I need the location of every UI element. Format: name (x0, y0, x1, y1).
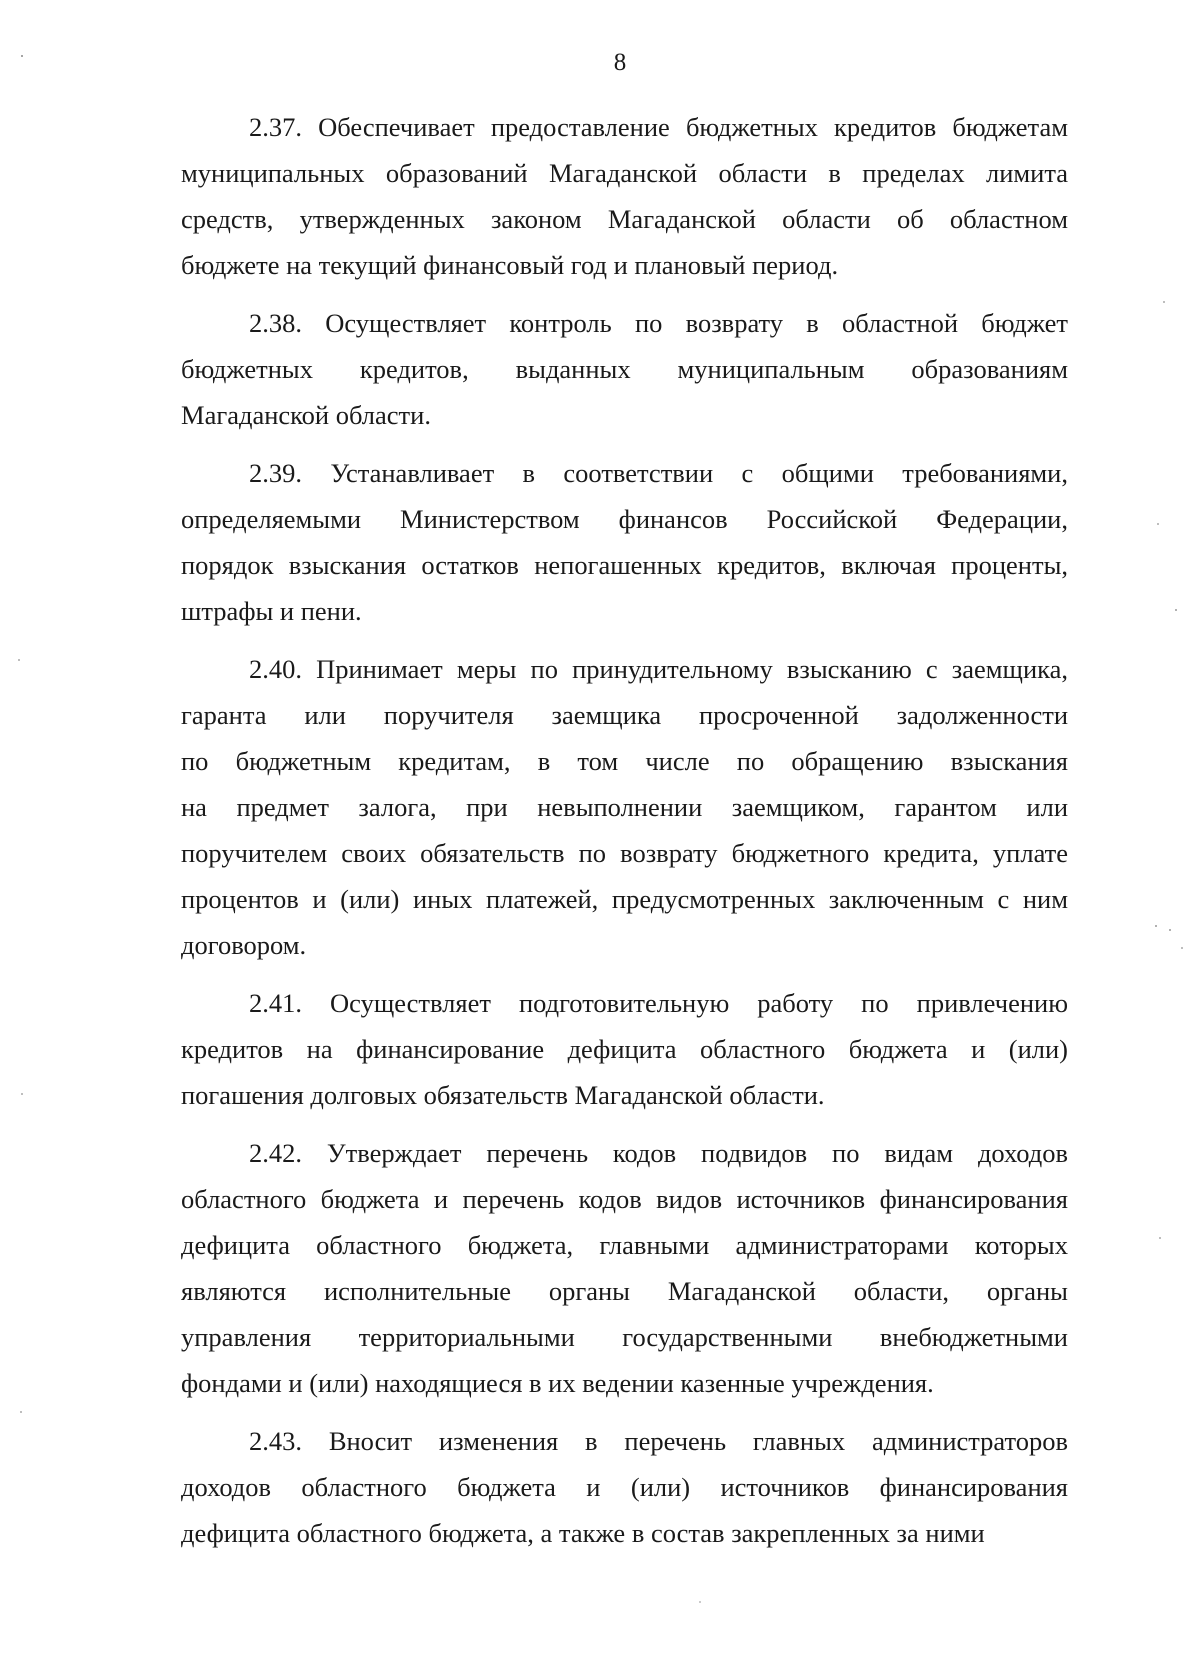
text-line: доходов областного бюджета и (или) источников финансирования (181, 1472, 1068, 1502)
text-line: 2.42. Утверждает перечень кодов подвидов по видам доходов (249, 1138, 1068, 1168)
text-line: договором. (181, 930, 307, 960)
text-line: процентов и (или) иных платежей, предусмотренных заключенным с ним (181, 884, 1068, 914)
paragraph (181, 300, 1068, 438)
text-line: 2.43. Вносит изменения в перечень главных администраторов (249, 1426, 1068, 1456)
text-line: порядок взыскания остатков непогашенных кредитов, включая проценты, (181, 550, 1068, 580)
text-line: фондами и (или) находящиеся в их ведении казенные учреждения. (181, 1368, 934, 1398)
text-line: дефицита областного бюджета, а также в состав закрепленных за ними (181, 1518, 985, 1548)
paragraph (181, 450, 1068, 634)
paragraph (181, 1130, 1068, 1406)
text-line: определяемыми Министерством финансов Российской Федерации, (181, 504, 1068, 534)
paragraph (181, 1418, 1068, 1556)
text-line: 2.40. Принимает меры по принудительному взысканию с заемщика, (249, 654, 1068, 684)
text-line: кредитов на финансирование дефицита областного бюджета и (или) (181, 1034, 1068, 1064)
document-body (181, 104, 1068, 1568)
text-line: средств, утвержденных законом Магаданской области об областном (181, 204, 1068, 234)
text-line: бюджете на текущий финансовый год и плановый период. (181, 250, 839, 280)
text-line: штрафы и пени. (181, 596, 362, 626)
text-line: бюджетных кредитов, выданных муниципальным образованиям (181, 354, 1068, 384)
paragraph (181, 104, 1068, 288)
text-line: управления территориальными государственными внебюджетными (181, 1322, 1068, 1352)
text-line: на предмет залога, при невыполнении заемщиком, гарантом или (181, 792, 1068, 822)
paragraph (181, 980, 1068, 1118)
text-line: областного бюджета и перечень кодов видов источников финансирования (181, 1184, 1068, 1214)
text-line: Магаданской области. (181, 400, 431, 430)
text-line: по бюджетным кредитам, в том числе по обращению взыскания (181, 746, 1068, 776)
text-line: дефицита областного бюджета, главными администраторами которых (181, 1230, 1068, 1260)
text-line: гаранта или поручителя заемщика просроченной задолженности (181, 700, 1068, 730)
text-line: 2.41. Осуществляет подготовительную работу по привлечению (249, 988, 1068, 1018)
text-line: 2.38. Осуществляет контроль по возврату в областной бюджет (249, 308, 1068, 338)
text-line: погашения долговых обязательств Магаданской области. (181, 1080, 825, 1110)
text-line: являются исполнительные органы Магаданской области, органы (181, 1276, 1068, 1306)
text-line: 2.37. Обеспечивает предоставление бюджетных кредитов бюджетам (249, 112, 1068, 142)
page-number: 8 (613, 49, 627, 76)
text-line: 2.39. Устанавливает в соответствии с общими требованиями, (249, 458, 1068, 488)
text-line: поручителем своих обязательств по возврату бюджетного кредита, уплате (181, 838, 1068, 868)
paragraph (181, 646, 1068, 968)
text-line: муниципальных образований Магаданской области в пределах лимита (181, 158, 1068, 188)
